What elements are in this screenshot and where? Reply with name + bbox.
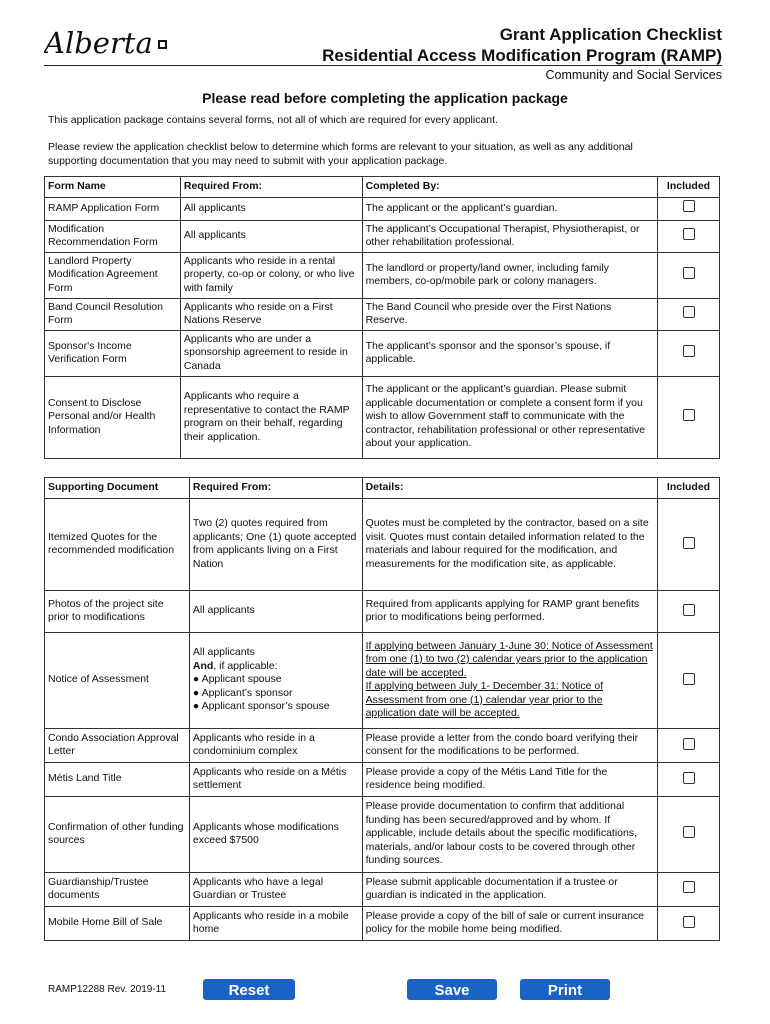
supporting-table-header	[45, 478, 720, 499]
included-checkbox[interactable]	[683, 200, 695, 212]
details: Please provide a letter from the condo board verifying their consent for the modifications to be performed.	[362, 728, 657, 762]
included-checkbox[interactable]	[683, 772, 695, 784]
document-name: Condo Association Approval Letter	[45, 728, 190, 762]
included-cell	[658, 197, 720, 220]
document-title: Grant Application Checklist	[499, 25, 722, 44]
table-row	[45, 796, 720, 872]
completed-by: The applicant’s sponsor and the sponsor’s spouse, if applicable.	[362, 330, 657, 376]
table-row	[45, 590, 720, 632]
required-from: Applicants who reside on a First Nations Reserve	[180, 298, 362, 330]
required-from: All applicants	[189, 590, 362, 632]
intro-paragraph-2	[48, 140, 722, 168]
table-row	[45, 298, 720, 330]
header-supporting-document: Supporting Document	[45, 478, 190, 499]
included-checkbox[interactable]	[683, 306, 695, 318]
document-name: Confirmation of other funding sources	[45, 796, 190, 872]
completed-by: The applicant or the applicant’s guardian. Please submit applicable documentation or complete a consent form if you wish to allow Government staff to communicate with the contractor, rehabilitation professional or other representative about your application.	[362, 376, 657, 458]
included-checkbox[interactable]	[683, 409, 695, 421]
page-heading: Please read before completing the application package	[202, 90, 568, 106]
included-cell	[658, 728, 720, 762]
form-name: Band Council Resolution Form	[45, 298, 181, 330]
included-cell	[658, 498, 720, 590]
included-checkbox[interactable]	[683, 673, 695, 685]
document-name: Guardianship/Trustee documents	[45, 872, 190, 906]
included-cell	[658, 298, 720, 330]
header-divider	[44, 65, 722, 66]
included-checkbox[interactable]	[683, 881, 695, 893]
table-row	[45, 728, 720, 762]
form-code: RAMP12288 Rev. 2019-11	[48, 984, 167, 995]
details: Please provide a copy of the bill of sale or current insurance policy for the mobile home being modified.	[362, 906, 657, 940]
header-required-from: Required From:	[180, 177, 362, 198]
form-name: RAMP Application Form	[45, 197, 181, 220]
department-name: Community and Social Services	[545, 68, 722, 82]
details	[362, 632, 657, 728]
header-form-name: Form Name	[45, 177, 181, 198]
included-cell	[658, 872, 720, 906]
required-from	[189, 632, 362, 728]
included-checkbox[interactable]	[683, 826, 695, 838]
required-from: Applicants who reside on a Métis settlement	[189, 762, 362, 796]
intro-paragraph-2-line-2: supporting documentation that you may need to submit with your application package.	[48, 155, 448, 167]
save-button[interactable]: Save	[407, 979, 497, 1000]
document-name: Itemized Quotes for the recommended modification	[45, 498, 190, 590]
completed-by: The landlord or property/land owner, including family members, co-op/mobile park or colony managers.	[362, 252, 657, 298]
required-from: All applicants	[180, 220, 362, 252]
completed-by: The applicant or the applicant’s guardian.	[362, 197, 657, 220]
included-cell	[658, 220, 720, 252]
intro-paragraph-2-line-1: Please review the application checklist below to determine which forms are relevant to your situation, as well as any additional	[48, 141, 633, 153]
included-cell	[658, 796, 720, 872]
reset-button[interactable]: Reset	[203, 979, 295, 1000]
form-name: Landlord Property Modification Agreement Form	[45, 252, 181, 298]
included-checkbox[interactable]	[683, 345, 695, 357]
header-required-from: Required From:	[189, 478, 362, 499]
intro-paragraph-1: This application package contains several forms, not all of which are required for every applicant.	[48, 114, 498, 126]
details: Quotes must be completed by the contractor, based on a site visit. Quotes must contain detailed information related to the materials and labour required for the modification, and measurements for the modification site, as applicable.	[362, 498, 657, 590]
included-cell	[658, 590, 720, 632]
included-checkbox[interactable]	[683, 916, 695, 928]
table-row	[45, 498, 720, 590]
included-cell	[658, 762, 720, 796]
form-name: Consent to Disclose Personal and/or Health Information	[45, 376, 181, 458]
included-cell	[658, 330, 720, 376]
required-from: Applicants whose modifications exceed $7500	[189, 796, 362, 872]
included-checkbox[interactable]	[683, 738, 695, 750]
header-details: Details:	[362, 478, 657, 499]
alberta-logo	[44, 26, 174, 62]
required-from: Applicants who are under a sponsorship agreement to reside in Canada	[180, 330, 362, 376]
header-included: Included	[658, 177, 720, 198]
table-row	[45, 762, 720, 796]
document-name: Mobile Home Bill of Sale	[45, 906, 190, 940]
program-title: Residential Access Modification Program (RAMP)	[322, 46, 722, 65]
included-cell	[658, 252, 720, 298]
required-from: Applicants who have a legal Guardian or Trustee	[189, 872, 362, 906]
completed-by: The applicant’s Occupational Therapist, Physiotherapist, or other rehabilitation professional.	[362, 220, 657, 252]
table-row	[45, 252, 720, 298]
table-row	[45, 197, 720, 220]
required-from: Applicants who reside in a condominium complex	[189, 728, 362, 762]
included-cell	[658, 906, 720, 940]
title-block	[322, 24, 722, 66]
required-from: Applicants who reside in a mobile home	[189, 906, 362, 940]
included-checkbox[interactable]	[683, 228, 695, 240]
included-checkbox[interactable]	[683, 537, 695, 549]
form-name: Modification Recommendation Form	[45, 220, 181, 252]
table-row	[45, 632, 720, 728]
required-line-all-applicants: All applicants	[192, 646, 255, 659]
details: Required from applicants applying for RAMP grant benefits prior to modifications being performed.	[362, 590, 657, 632]
required-from: Two (2) quotes required from applicants; One (1) quote accepted from applicants living on a First Nation	[189, 498, 362, 590]
table-row	[45, 906, 720, 940]
header-included: Included	[658, 478, 720, 499]
details-second-half-year: If applying between July 1- December 31: Notice of Assessment from one (1) calendar year prior to the application date will be accepted.	[365, 680, 604, 719]
alberta-logo-text: Alberta	[44, 26, 153, 60]
print-button[interactable]: Print	[520, 979, 610, 1000]
bullet-item: ● Applicant spouse	[192, 673, 282, 686]
forms-table	[44, 176, 720, 459]
document-name: Photos of the project site prior to modifications	[45, 590, 190, 632]
document-name: Notice of Assessment	[45, 632, 190, 728]
included-cell	[658, 376, 720, 458]
required-line-and: And, if applicable:	[192, 659, 278, 672]
included-checkbox[interactable]	[683, 604, 695, 616]
supporting-documents-table	[44, 477, 720, 941]
required-from: Applicants who require a representative to contact the RAMP program on their behalf, regarding their application.	[180, 376, 362, 458]
required-from: Applicants who reside in a rental property, co-op or colony, or who live with family	[180, 252, 362, 298]
table-row	[45, 330, 720, 376]
table-row	[45, 872, 720, 906]
bullet-item: ● Applicant’s sponsor	[192, 686, 293, 699]
required-from: All applicants	[180, 197, 362, 220]
details: Please provide documentation to confirm that additional funding has been secured/approved and by whom. If applicable, include details about the specific modifications, materials, and/or labour costs to be covered through other funding sources.	[362, 796, 657, 872]
header-completed-by: Completed By:	[362, 177, 657, 198]
form-name: Sponsor's Income Verification Form	[45, 330, 181, 376]
table-row	[45, 220, 720, 252]
table-row	[45, 376, 720, 458]
forms-table-header	[45, 177, 720, 198]
details: Please submit applicable documentation if a trustee or guardian is indicated in the application.	[362, 872, 657, 906]
completed-by: The Band Council who preside over the First Nations Reserve.	[362, 298, 657, 330]
details-first-half-year: If applying between January 1-June 30: Notice of Assessment from one (1) to two (2) calendar years prior to the application date will be accepted.	[365, 639, 653, 679]
bullet-item: ● Applicant sponsor’s spouse	[192, 700, 330, 713]
details: Please provide a copy of the Métis Land Title for the residence being modified.	[362, 762, 657, 796]
included-cell	[658, 632, 720, 728]
document-name: Métis Land Title	[45, 762, 190, 796]
included-checkbox[interactable]	[683, 267, 695, 279]
